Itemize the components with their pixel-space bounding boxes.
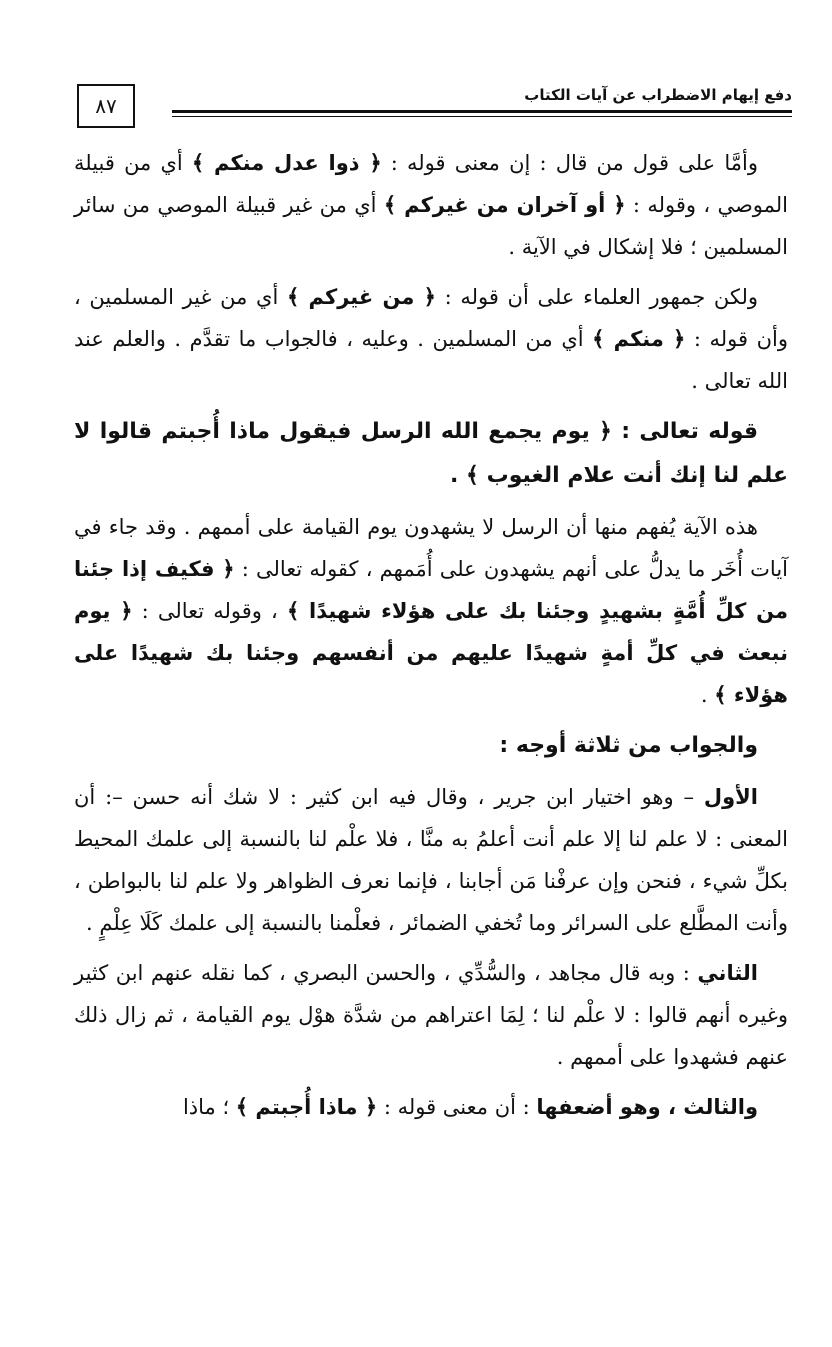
quran-quote: ﴿ ذوا عدل منكم ﴾ (191, 151, 382, 175)
answer-heading: والجواب من ثلاثة أوجه : (499, 733, 758, 758)
quran-quote: ﴿ من غيركم ﴾ (286, 285, 436, 309)
paragraph-second-answer: الثاني : وبه قال مجاهد ، والسُّدِّي ، والحسن البصري ، كما نقله عنهم ابن كثير وغيره أنهم قالوا : لا علْم لنا ؛ لِمَا اعتراهم من شدَّة هوْل يوم القيامة ، ثم زال ذلك عنهم فشهدوا على أممهم . (74, 961, 788, 1069)
body-text (74, 142, 788, 1128)
paragraph-first-answer: الأول – وهو اختيار ابن جرير ، وقال فيه ابن كثير : لا شك أنه حسن –: أن المعنى : لا علم لنا إلا علم أنت أعلمُ به منَّا ، فلا علْم لنا بالنسبة إلى علمك المحيط بكلِّ شيء ، فنحن وإن عرفْنا مَن أجابنا ، فإنما نعرف الظواهر ولا علم لنا بالبواطن ، وأنت المطَّلع على السرائر وما تُخفي الضمائر ، فعلْمنا بالنسبة إلى علمك كَلَا عِلْمٍ . (74, 785, 788, 935)
answer-label: والثالث ، وهو أضعفها (536, 1095, 758, 1119)
paragraph-4: هذه الآية يُفهم منها أن الرسل لا يشهدون يوم القيامة على أممهم . وقد جاء في آيات أُخَر ما يدلُّ على أنهم يشهدون على أُمَمهم ، كقوله تعالى : ﴿ فكيف إذا جئنا من كلِّ أُمَّةٍ بشهيدٍ وجئنا بك على هؤلاء شهيدًا ﴾ ، وقوله تعالى : ﴿ يوم نبعث في كلِّ أمةٍ شهيدًا عليهم من أنفسهم وجئنا بك شهيدًا على هؤلاء ﴾ . (74, 515, 789, 707)
quran-quote: ﴿ ماذا أُجبتم ﴾ (235, 1095, 378, 1119)
header-rule-thin (172, 116, 792, 117)
running-title: دفع إيهام الاضطراب عن آيات الكتاب (524, 86, 792, 104)
paragraph-1: وأمَّا على قول من قال : إن معنى قوله : ﴿ ذوا عدل منكم ﴾ أي من قبيلة الموصي ، وقوله : ﴿ أو آخران من غيركم ﴾ أي من غير قبيلة الموصي من سائر المسلمين ؛ فلا إشكال في الآية . (74, 151, 789, 259)
quran-quote: ﴿ منكم ﴾ (592, 327, 686, 351)
quran-quote: ﴿ يوم يجمع الله الرسل فيقول ماذا أُجبتم قالوا لا علم لنا إنك أنت علام الغيوب ﴾ (74, 419, 788, 488)
quran-quote: ﴿ فكيف إذا جئنا من كلِّ أُمَّةٍ بشهيدٍ وجئنا بك على هؤلاء شهيدًا ﴾ (74, 557, 788, 623)
paragraph-third-answer: والثالث ، وهو أضعفها : أن معنى قوله : ﴿ ماذا أُجبتم ﴾ ؛ ماذا (182, 1095, 758, 1119)
page-number: ٨٧ (77, 84, 135, 128)
quran-quote: ﴿ أو آخران من غيركم ﴾ (383, 193, 626, 217)
answer-label: الثاني (697, 961, 758, 985)
answer-label: الأول (703, 785, 758, 809)
quran-quote: ﴿ يوم نبعث في كلِّ أمةٍ شهيدًا عليهم من أنفسهم وجئنا بك شهيدًا على هؤلاء ﴾ (74, 599, 788, 707)
verse-heading: قوله تعالى : ﴿ يوم يجمع الله الرسل فيقول ماذا أُجبتم قالوا لا علم لنا إنك أنت علام الغيوب ﴾ . (74, 419, 788, 488)
paragraph-2: ولكن جمهور العلماء على أن قوله : ﴿ من غيركم ﴾ أي من غير المسلمين ، وأن قوله : ﴿ منكم ﴾ أي من المسلمين . وعليه ، فالجواب ما تقدَّم . والعلم عند الله تعالى . (74, 285, 788, 393)
header-rule-thick (172, 110, 792, 113)
